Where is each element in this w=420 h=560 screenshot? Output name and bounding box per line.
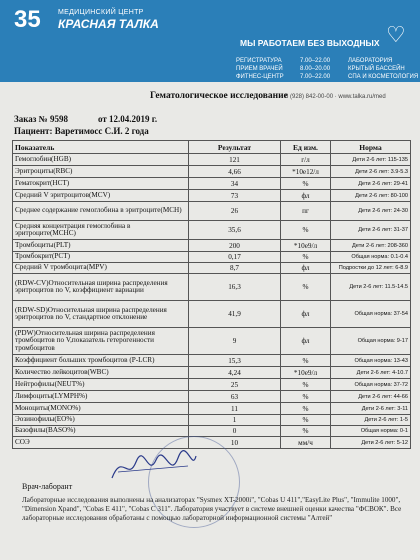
table-header-row: [13, 141, 411, 154]
patient-info: Пациент: Варетимосс С.И. 2 года: [14, 126, 149, 136]
hours-time: 7.00–22.00: [300, 58, 331, 64]
row-result-value: 63: [189, 391, 281, 403]
row-unit: %: [281, 355, 331, 367]
order-date: от 12.04.2019 г.: [97, 114, 158, 124]
logo-name: КРАСНАЯ ТАЛКА: [58, 17, 159, 31]
row-result-value: 1: [189, 415, 281, 426]
row-parameter-name: Тромбокрит(PCT): [13, 252, 189, 263]
row-result-value: 11: [189, 403, 281, 415]
row-parameter-name: (RDW-SD)Относительная ширина распределения эритроцитов по V, стандартное отклонение: [13, 301, 189, 328]
row-result-value: 8,7: [189, 263, 281, 274]
doctor-signature: [108, 448, 198, 488]
row-unit: пг: [281, 202, 331, 221]
row-parameter-name: СОЭ: [13, 437, 189, 449]
table-row: [13, 202, 411, 221]
table-row: [13, 301, 411, 328]
row-result-value: 4,66: [189, 166, 281, 178]
row-result-value: 26: [189, 202, 281, 221]
order-info: [14, 114, 157, 124]
row-parameter-name: Эритроциты(RBC): [13, 166, 189, 178]
row-parameter-name: Гематокрит(HCT): [13, 178, 189, 190]
row-unit: %: [281, 403, 331, 415]
row-parameter-name: Количество лейкоцитов(WBC): [13, 367, 189, 379]
row-norm: Дети 2-6 лет: 208-360: [331, 240, 411, 252]
row-result-value: 9: [189, 328, 281, 355]
row-norm: Дети 2-6 лет: 29-41: [331, 178, 411, 190]
row-result-value: 34: [189, 178, 281, 190]
row-norm: Дети 2-6 лет: 4-10.7: [331, 367, 411, 379]
row-norm: Дети 2-6 лет: 3-11: [331, 403, 411, 415]
row-unit: фл: [281, 328, 331, 355]
table-row: [13, 263, 411, 274]
row-norm: Общая норма: 37-54: [331, 301, 411, 328]
row-norm: Дети 2-6 лет: 115-135: [331, 154, 411, 166]
table-row: [13, 379, 411, 391]
row-unit: %: [281, 426, 331, 437]
table-row: [13, 274, 411, 301]
table-row: [13, 328, 411, 355]
row-norm: Дети 2-6 лет: 44-66: [331, 391, 411, 403]
row-parameter-name: Средний V эритроцитов(MCV): [13, 190, 189, 202]
row-result-value: 73: [189, 190, 281, 202]
hours-time: 7.00–22.00: [300, 74, 331, 80]
table-row: [13, 252, 411, 263]
row-norm: Дети 2-6 лет: 11.5-14.5: [331, 274, 411, 301]
column-header-unit: Ед изм.: [281, 141, 331, 154]
row-parameter-name: (RDW-CV)Относительная ширина распределения эритроцитов по V, коэффициент вариации: [13, 274, 189, 301]
report-title: Гематологическое исследование: [150, 91, 288, 101]
row-unit: мм/ч: [281, 437, 331, 449]
footer-note: Лабораторные исследования выполнены на анализаторах "Sysmex XT-2000i", "Cobas U 411","EasyLite Plus", "Immulite 1000", "Dimension Xpand", "Cobas E 411", "Cobas C 311". Лаборатория участвует в системе внешней оценки качества "ФСВОК". Все лабораторные исследования обработаны с помощью лабораторной информационной системы "Алтей": [22, 496, 402, 522]
hours-service: ЛАБОРАТОРИЯ: [348, 58, 393, 64]
row-parameter-name: (PDW)Относительная ширина распределения тромбоцитов по V,показатель гетерогенности тромбоцитов: [13, 328, 189, 355]
logo-subtitle: МЕДИЦИНСКИЙ ЦЕНТР: [58, 9, 144, 16]
row-unit: %: [281, 391, 331, 403]
clinic-header: [0, 0, 420, 82]
row-norm: Подростки до 12 лет: 6-8.9: [331, 263, 411, 274]
opening-hours: [236, 57, 420, 81]
order-number: Заказ № 9598: [14, 114, 68, 124]
row-result-value: 10: [189, 437, 281, 449]
table-row: [13, 355, 411, 367]
hours-service: СПА И КОСМЕТОЛОГИЯ: [348, 74, 419, 80]
row-parameter-name: Среднее содержание гемоглобина в эритроците(MCH): [13, 202, 189, 221]
row-parameter-name: Лимфоциты(LYMPH%): [13, 391, 189, 403]
row-result-value: 121: [189, 154, 281, 166]
row-result-value: 4,24: [189, 367, 281, 379]
logo-number: 35: [14, 6, 41, 33]
row-parameter-name: Гемоглобин(HGB): [13, 154, 189, 166]
table-row: [13, 240, 411, 252]
row-norm: Дети 2-6 лет: 5-12: [331, 437, 411, 449]
hours-name: ПРИЕМ ВРАЧЕЙ: [236, 66, 283, 72]
row-parameter-name: Тромбоциты(PLT): [13, 240, 189, 252]
row-result-value: 15,3: [189, 355, 281, 367]
table-row: [13, 166, 411, 178]
row-norm: Общая норма: 37-72: [331, 379, 411, 391]
table-row: [13, 415, 411, 426]
table-row: [13, 190, 411, 202]
row-unit: %: [281, 415, 331, 426]
table-row: [13, 178, 411, 190]
row-result-value: 25: [189, 379, 281, 391]
row-parameter-name: Коэффициент больших тромбоцитов (P-LCR): [13, 355, 189, 367]
results-table-body: [13, 154, 411, 449]
table-row: [13, 426, 411, 437]
row-unit: %: [281, 221, 331, 240]
row-unit: фл: [281, 263, 331, 274]
hours-row: [236, 65, 420, 73]
row-parameter-name: Моноциты(MONO%): [13, 403, 189, 415]
row-norm: Общая норма: 0-1: [331, 426, 411, 437]
column-header-result: Результат: [189, 141, 281, 154]
row-norm: Дети 2-6 лет: 24-30: [331, 202, 411, 221]
row-parameter-name: Эозинофилы(EO%): [13, 415, 189, 426]
table-row: [13, 391, 411, 403]
row-unit: %: [281, 178, 331, 190]
clinic-motto: МЫ РАБОТАЕМ БЕЗ ВЫХОДНЫХ: [240, 38, 380, 48]
doctor-label: Врач-лаборант: [22, 482, 73, 491]
results-table: [12, 140, 411, 449]
row-parameter-name: Базофилы(BASO%): [13, 426, 189, 437]
row-unit: г/л: [281, 154, 331, 166]
row-norm: Дети 2-6 лет: 31-37: [331, 221, 411, 240]
table-row: [13, 154, 411, 166]
row-parameter-name: Нейтрофилы(NEUT%): [13, 379, 189, 391]
row-result-value: 35,6: [189, 221, 281, 240]
row-unit: %: [281, 379, 331, 391]
row-norm: Общая норма: 13-43: [331, 355, 411, 367]
table-row: [13, 367, 411, 379]
hours-name: ФИТНЕС-ЦЕНТР: [236, 74, 284, 80]
row-unit: фл: [281, 301, 331, 328]
row-unit: %: [281, 274, 331, 301]
row-unit: *10е9/л: [281, 367, 331, 379]
row-norm: Общая норма: 0.1-0.4: [331, 252, 411, 263]
row-norm: Дети 2-6 лет: 3.9-5.3: [331, 166, 411, 178]
row-unit: *10е12/л: [281, 166, 331, 178]
column-header-parameter: Показатель: [13, 141, 189, 154]
hours-service: КРЫТЫЙ БАССЕЙН: [348, 66, 405, 72]
column-header-norm: Норма: [331, 141, 411, 154]
row-result-value: 16,3: [189, 274, 281, 301]
clinic-contacts: 8 (928) 842-00-00 · www.talka.ru/med: [285, 94, 386, 100]
hours-row: [236, 73, 420, 81]
heart-icon: ♡: [386, 22, 406, 47]
hours-row: [236, 57, 420, 65]
hours-time: 8.00–20.00: [300, 66, 331, 72]
row-unit: %: [281, 252, 331, 263]
row-norm: Общая норма: 9-17: [331, 328, 411, 355]
row-parameter-name: Средний V тромбоцита(MPV): [13, 263, 189, 274]
row-result-value: 0,17: [189, 252, 281, 263]
row-norm: Дети 2-6 лет: 1-5: [331, 415, 411, 426]
row-result-value: 0: [189, 426, 281, 437]
table-row: [13, 403, 411, 415]
hours-name: РЕГИСТРАТУРА: [236, 58, 282, 64]
row-unit: фл: [281, 190, 331, 202]
table-row: [13, 221, 411, 240]
row-result-value: 41,9: [189, 301, 281, 328]
row-result-value: 200: [189, 240, 281, 252]
row-norm: Дети 2-6 лет: 80-100: [331, 190, 411, 202]
row-parameter-name: Средняя концентрация гемоглобина в эритроците(MCHC): [13, 221, 189, 240]
row-unit: *10е9/л: [281, 240, 331, 252]
